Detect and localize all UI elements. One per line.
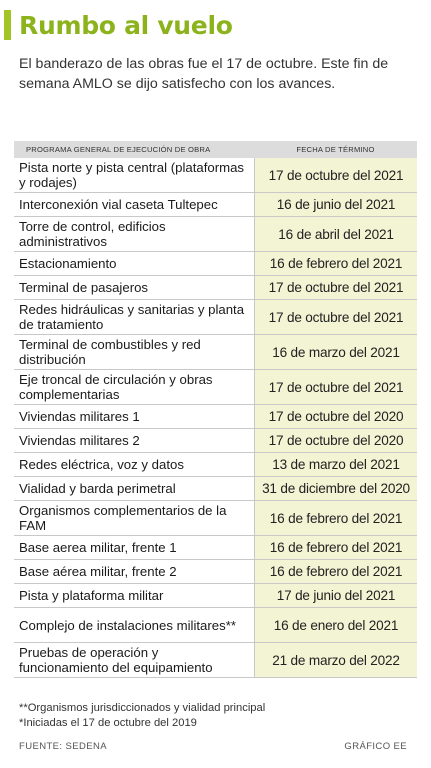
- date-cell: 17 de octubre del 2021: [254, 300, 417, 334]
- program-cell: Redes eléctrica, voz y datos: [19, 457, 184, 472]
- date-cell: 13 de marzo del 2021: [254, 453, 417, 476]
- program-cell: Redes hidráulicas y sanitarias y planta de tratamiento: [19, 302, 245, 332]
- program-cell: Organismos complementarios de la FAM: [19, 503, 227, 533]
- table-row: [14, 477, 417, 501]
- page-subtitle: El banderazo de las obras fue el 17 de octubre. Este fin de semana AMLO se dijo satisfecho con los avances.: [19, 56, 389, 92]
- program-cell: Base aerea militar, frente 1: [19, 540, 177, 555]
- program-cell: Complejo de instalaciones militares**: [19, 617, 236, 633]
- program-cell: Viviendas militares 1: [19, 409, 140, 424]
- table-row: [14, 536, 417, 560]
- table-row: [14, 300, 417, 335]
- credit-label: GRÁFICO EE: [344, 741, 407, 752]
- program-cell: Viviendas militares 2: [19, 433, 140, 448]
- footnote-2: *Iniciadas el 17 de octubre del 2019: [19, 717, 197, 729]
- date-cell: 17 de octubre del 2020: [254, 405, 417, 428]
- title-block: [0, 8, 233, 42]
- date-cell: 16 de febrero del 2021: [254, 252, 417, 275]
- date-cell: 16 de febrero del 2021: [254, 560, 417, 583]
- column-header-date: FECHA DE TÉRMINO: [296, 145, 375, 154]
- table-row: [14, 453, 417, 477]
- date-cell: 16 de febrero del 2021: [254, 501, 417, 535]
- table-row: [14, 252, 417, 276]
- program-cell: Pruebas de operación y funcionamiento del equipamiento: [19, 645, 213, 675]
- date-cell: 16 de febrero del 2021: [254, 536, 417, 559]
- program-cell: Estacionamiento: [19, 256, 117, 271]
- footnote-1: **Organismos jurisdiccionados y vialidad principal: [19, 702, 266, 714]
- date-cell: 16 de enero del 2021: [254, 608, 417, 642]
- table-row: [14, 429, 417, 453]
- date-cell: 17 de octubre del 2021: [254, 158, 417, 192]
- table-row: [14, 158, 417, 193]
- table-row: [14, 608, 417, 643]
- source-label: FUENTE: SEDENA: [19, 741, 107, 752]
- table-row: [14, 560, 417, 584]
- program-cell: Base aérea militar, frente 2: [19, 564, 177, 579]
- table-row: [14, 193, 417, 217]
- program-cell: Interconexión vial caseta Tultepec: [19, 197, 218, 212]
- page-title: Rumbo al vuelo: [19, 10, 233, 40]
- date-cell: 16 de junio del 2021: [254, 193, 417, 216]
- table-row: [14, 405, 417, 429]
- program-cell: Terminal de pasajeros: [19, 280, 149, 295]
- table-row: [14, 217, 417, 252]
- program-cell: Pista norte y pista central (plataformas y rodajes): [19, 160, 245, 190]
- table-row: [14, 335, 417, 370]
- date-cell: 31 de diciembre del 2020: [254, 477, 417, 500]
- date-cell: 17 de octubre del 2020: [254, 429, 417, 452]
- program-cell: Pista y plataforma militar: [19, 588, 164, 603]
- program-cell: Eje troncal de circulación y obras complementarias: [19, 372, 213, 402]
- schedule-table: [14, 141, 417, 678]
- table-row: [14, 643, 417, 678]
- date-cell: 21 de marzo del 2022: [254, 643, 417, 677]
- table-row: [14, 276, 417, 300]
- program-cell: Terminal de combustibles y red distribución: [19, 337, 201, 367]
- date-cell: 16 de marzo del 2021: [254, 335, 417, 369]
- table-row: [14, 370, 417, 405]
- program-cell: Torre de control, edificios administrativos: [19, 219, 166, 249]
- title-accent-bar: [4, 10, 11, 40]
- date-cell: 17 de octubre del 2021: [254, 276, 417, 299]
- date-cell: 16 de abril del 2021: [254, 217, 417, 251]
- date-cell: 17 de octubre del 2021: [254, 370, 417, 404]
- table-row: [14, 501, 417, 536]
- table-body: [14, 158, 417, 678]
- table-row: [14, 584, 417, 608]
- footnotes: [19, 701, 265, 731]
- program-cell: Vialidad y barda perimetral: [19, 481, 176, 496]
- table-header: [14, 141, 417, 158]
- column-header-program: PROGRAMA GENERAL DE EJECUCIÓN DE OBRA: [26, 145, 211, 154]
- date-cell: 17 de junio del 2021: [254, 584, 417, 607]
